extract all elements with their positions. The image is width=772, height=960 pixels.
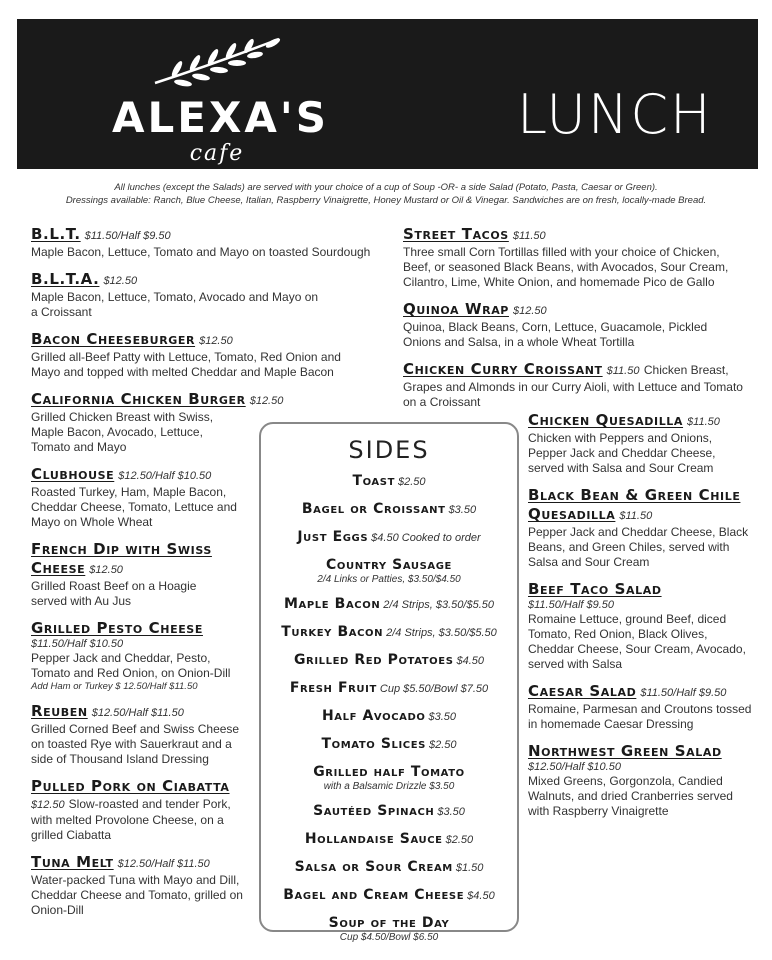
item-desc: Grilled all-Beef Patty with Lettuce, Tomato, Red Onion and Mayo and topped with melted Cheddar and Maple Bacon [31,350,341,379]
item-price: $11.50/Half $10.50 [31,638,124,650]
menu-item [528,411,753,476]
item-name: B.L.T.A. [31,270,100,288]
item-price: $11.50 [512,230,546,242]
item-price: $12.50 [89,564,123,576]
side-item: Grilled Red Potatoes $4.50 [293,652,485,668]
item-price: $11.50/Half $9.50 [640,687,727,699]
item-name: French Dip with Swiss Cheese [31,540,212,577]
item-name: Chicken Quesadilla [528,411,684,429]
right-top-menu-column [403,225,748,420]
item-desc: Maple Bacon, Lettuce, Tomato and Mayo on toasted Sourdough [31,245,371,259]
item-price: $11.50/Half $9.50 [528,599,615,611]
item-desc: Chicken with Peppers and Onions, Pepper Jack and Cheddar Cheese, served with Salsa and Sour Cream [528,431,716,475]
menu-item [528,682,753,732]
menu-header [17,19,758,169]
item-name: Bacon Cheeseburger [31,330,196,348]
menu-item [403,300,748,350]
item-desc: Grilled Corned Beef and Swiss Cheese on toasted Rye with Sauerkraut and a side of Thousand Island Dressing [31,722,240,766]
item-name: Chicken Curry Croissant [403,360,603,378]
menu-intro: All lunches (except the Salads) are served with your choice of a cup of Soup -OR- a side Salad (Potato, Pasta, Caesar or Green). Dressings available: Ranch, Blue Cheese, Italian, Raspberry Vinaigrette, Honey Mustard or Oil & Vinegar. Sandwiches are on fresh, locally-made Bread. [65,182,707,206]
item-price: $11.50 [606,365,640,377]
item-price: $12.50 [199,335,233,347]
cafe-logo-name: ALEXA'S [112,93,329,142]
item-name: Black Bean & Green Chile Quesadilla [528,486,741,523]
item-desc: Grilled Roast Beef on a Hoagie served with Au Jus [31,579,197,608]
item-desc: Pepper Jack and Cheddar Cheese, Black Beans, and Green Chiles, served with Salsa and Sour Cream [528,525,749,569]
item-name: B.L.T. [31,225,81,243]
side-item: Soup of the Day Cup $4.50/Bowl $6.50 [328,915,450,943]
item-price: $12.50 [249,395,284,407]
side-item: Maple Bacon 2/4 Strips, $3.50/$5.50 [284,596,494,612]
menu-item [528,486,753,570]
side-item: Country Sausage 2/4 Links or Patties, $3.50/$4.50 [317,557,461,585]
item-price: $11.50 [619,510,653,522]
item-name: Northwest Green Salad [528,742,722,760]
item-price: $11.50 [687,416,720,428]
item-desc: Quinoa, Black Beans, Corn, Lettuce, Guacamole, Pickled Onions and Salsa, in a whole Wheat Tortilla [403,320,708,349]
item-name: Grilled Pesto Cheese [31,619,203,637]
item-note: Add Ham or Turkey $ 12.50/Half $11.50 [31,681,198,692]
sides-title: SIDES [348,436,430,464]
side-item: Salsa or Sour Cream $1.50 [294,859,484,875]
menu-item [528,580,753,672]
item-name: Street Tacos [403,225,509,243]
right-menu-column [528,411,753,829]
item-price: $12.50 [31,799,65,811]
item-desc: Three small Corn Tortillas filled with your choice of Chicken, Beef, or seasoned Black Beans, with Avocados, Sour Cream, Cilantro, Lime, White Onion, and homemade Pico de Gallo [403,245,729,289]
side-item: Sautéed Spinach $3.50 [313,803,465,819]
item-desc: Maple Bacon, Lettuce, Tomato, Avocado and Mayo on a Croissant [31,290,319,319]
menu-item [403,225,748,290]
side-item: Just Eggs $4.50 Cooked to order [297,529,481,545]
menu-item [528,742,753,819]
item-price: $12.50/Half $10.50 [528,761,621,773]
side-item: Hollandaise Sauce $2.50 [304,831,474,847]
item-name: Pulled Pork on Ciabatta [31,777,230,795]
side-item: Turkey Bacon 2/4 Strips, $3.50/$5.50 [281,624,497,640]
item-name: Clubhouse [31,465,115,483]
menu-item [31,225,371,260]
item-name: Caesar Salad [528,682,637,700]
item-desc: Romaine Lettuce, ground Beef, diced Tomato, Red Onion, Black Olives, Cheddar Cheese, Sour Cream, Avocado, served with Salsa [528,612,746,671]
side-item: Bagel or Croissant $3.50 [301,501,477,517]
item-desc-lead: Chicken Breast, [643,363,729,377]
item-name: California Chicken Burger [31,390,246,408]
item-price: $12.50/Half $11.50 [117,858,210,870]
item-desc: Romaine, Parmesan and Croutons tossed in homemade Caesar Dressing [528,702,752,731]
side-item: Bagel and Cream Cheese $4.50 [283,887,495,903]
side-item: Grilled half Tomato with a Balsamic Drizzle $3.50 [313,764,465,792]
item-desc: Pepper Jack and Cheddar, Pesto, Tomato and Red Onion, on Onion-Dill [31,651,231,680]
side-item: Fresh Fruit Cup $5.50/Bowl $7.50 [289,680,489,696]
item-price: $12.50 [103,275,138,287]
item-price: $12.50 [512,305,547,317]
menu-item [403,360,748,410]
cafe-logo-subtitle: cafe [189,141,245,166]
item-name: Tuna Melt [31,853,114,871]
item-desc: Roasted Turkey, Ham, Maple Bacon, Cheddar Cheese, Tomato, Lettuce and Mayo on Whole Wheat [31,485,237,529]
item-desc: $12.50 Slow-roasted and tender Pork, with melted Provolone Cheese, on a grilled Ciabatta [31,797,231,842]
item-desc: Mixed Greens, Gorgonzola, Candied Walnuts, and dried Cranberries served with Raspberry Vinaigrette [528,774,733,818]
side-item: Toast $2.50 [352,473,426,489]
menu-item [31,270,321,320]
menu-item [31,330,371,380]
item-name: Reuben [31,702,88,720]
page-title: LUNCH [517,83,713,146]
item-desc: Grapes and Almonds in our Curry Aioli, with Lettuce and Tomato on a Croissant [403,380,743,409]
item-name: Beef Taco Salad [528,580,662,598]
sides-panel [259,422,519,943]
menu-item [31,540,231,609]
olive-branch-icon [147,33,287,89]
side-item: Tomato Slices $2.50 [321,736,457,752]
item-name: Quinoa Wrap [403,300,509,318]
item-price: $11.50/Half $9.50 [84,230,171,242]
item-price: $12.50/Half $10.50 [118,470,212,482]
item-desc: Grilled Chicken Breast with Swiss, Maple Bacon, Avocado, Lettuce, Tomato and Mayo [31,410,214,454]
item-price: $12.50/Half $11.50 [91,707,184,719]
side-item: Half Avocado $3.50 [321,708,457,724]
item-desc: Water-packed Tuna with Mayo and Dill, Cheddar Cheese and Tomato, grilled on Onion-Dill [31,873,243,917]
